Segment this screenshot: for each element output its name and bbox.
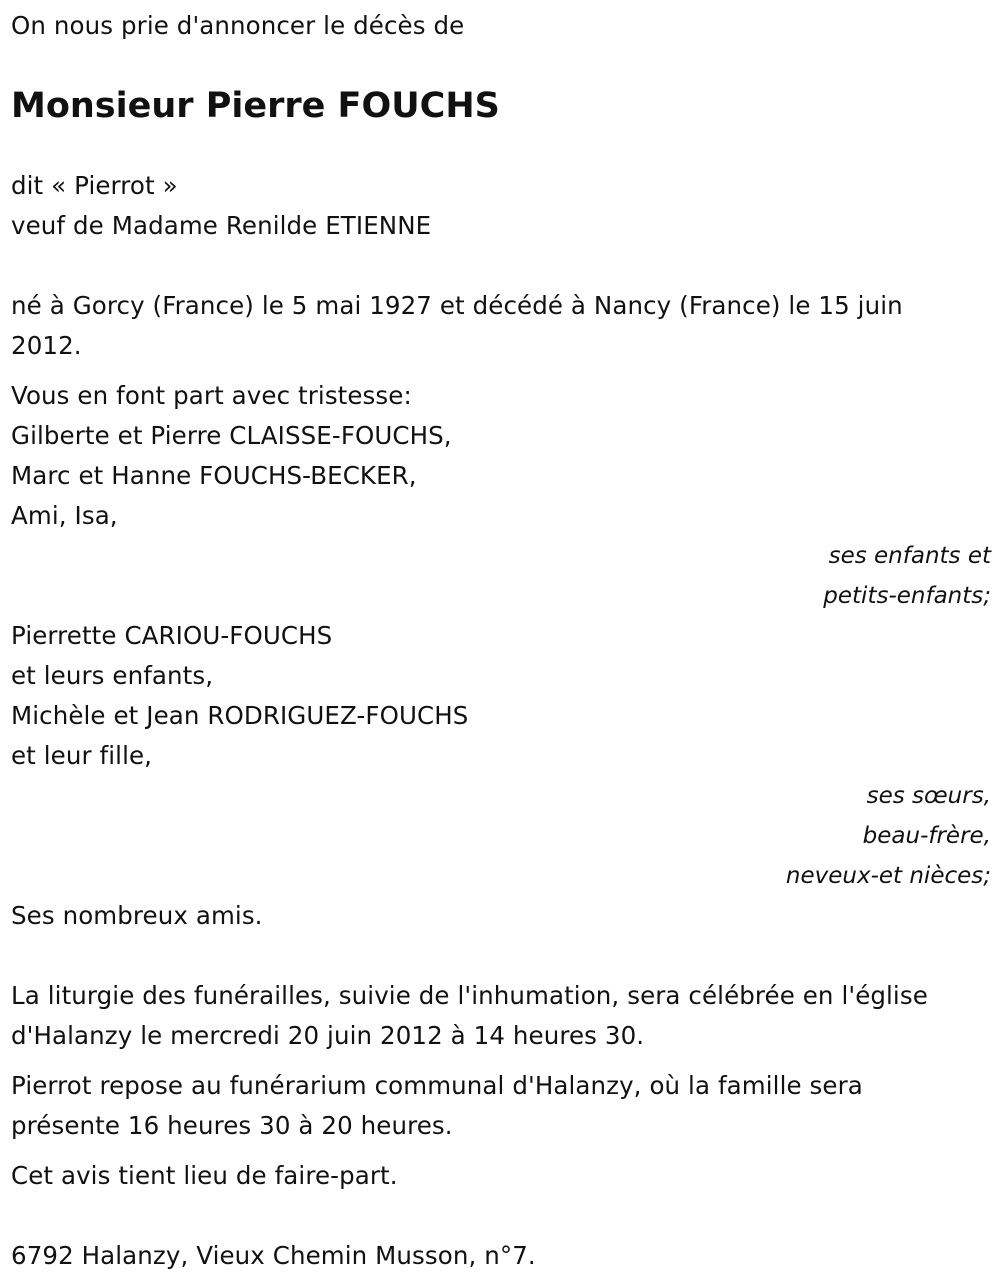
liturgy-line-1: La liturgie des funérailles, suivie de l'inhumation, sera célébrée en l'église (11, 981, 928, 1010)
family-name: Pierrette CARIOU-FOUCHS (11, 621, 333, 650)
notice-line: Cet avis tient lieu de faire-part. (11, 1161, 398, 1190)
nickname: dit « Pierrot » (11, 171, 178, 200)
announcement-intro: On nous prie d'annoncer le décès de (11, 11, 465, 40)
birth-death-line-2: 2012. (11, 331, 82, 360)
relation-label: beau-frère, (862, 823, 991, 849)
visitation-line-1: Pierrot repose au funérarium communal d'Halanzy, où la famille sera (11, 1071, 863, 1100)
friends-line: Ses nombreux amis. (11, 901, 263, 930)
family-name: et leurs enfants, (11, 661, 214, 690)
relation-label: ses sœurs, (866, 783, 991, 809)
address-line: 6792 Halanzy, Vieux Chemin Musson, n°7. (11, 1241, 536, 1270)
family-name: Gilberte et Pierre CLAISSE-FOUCHS, (11, 421, 452, 450)
relation-label: petits-enfants; (823, 583, 991, 609)
deceased-name: Monsieur Pierre FOUCHS (11, 86, 500, 126)
visitation-line-2: présente 16 heures 30 à 20 heures. (11, 1111, 453, 1140)
family-intro: Vous en font part avec tristesse: (11, 381, 412, 410)
relation-label: neveux-et nièces; (785, 863, 991, 889)
family-name: Michèle et Jean RODRIGUEZ-FOUCHS (11, 701, 469, 730)
obituary-notice (11, 6, 991, 1276)
birth-death-line-1: né à Gorcy (France) le 5 mai 1927 et décédé à Nancy (France) le 15 juin (11, 291, 903, 320)
family-name: et leur fille, (11, 741, 153, 770)
relation-label: ses enfants et (828, 543, 991, 569)
liturgy-line-2: d'Halanzy le mercredi 20 juin 2012 à 14 heures 30. (11, 1021, 645, 1050)
family-name: Ami, Isa, (11, 501, 118, 530)
family-name: Marc et Hanne FOUCHS-BECKER, (11, 461, 417, 490)
spouse-line: veuf de Madame Renilde ETIENNE (11, 211, 432, 240)
